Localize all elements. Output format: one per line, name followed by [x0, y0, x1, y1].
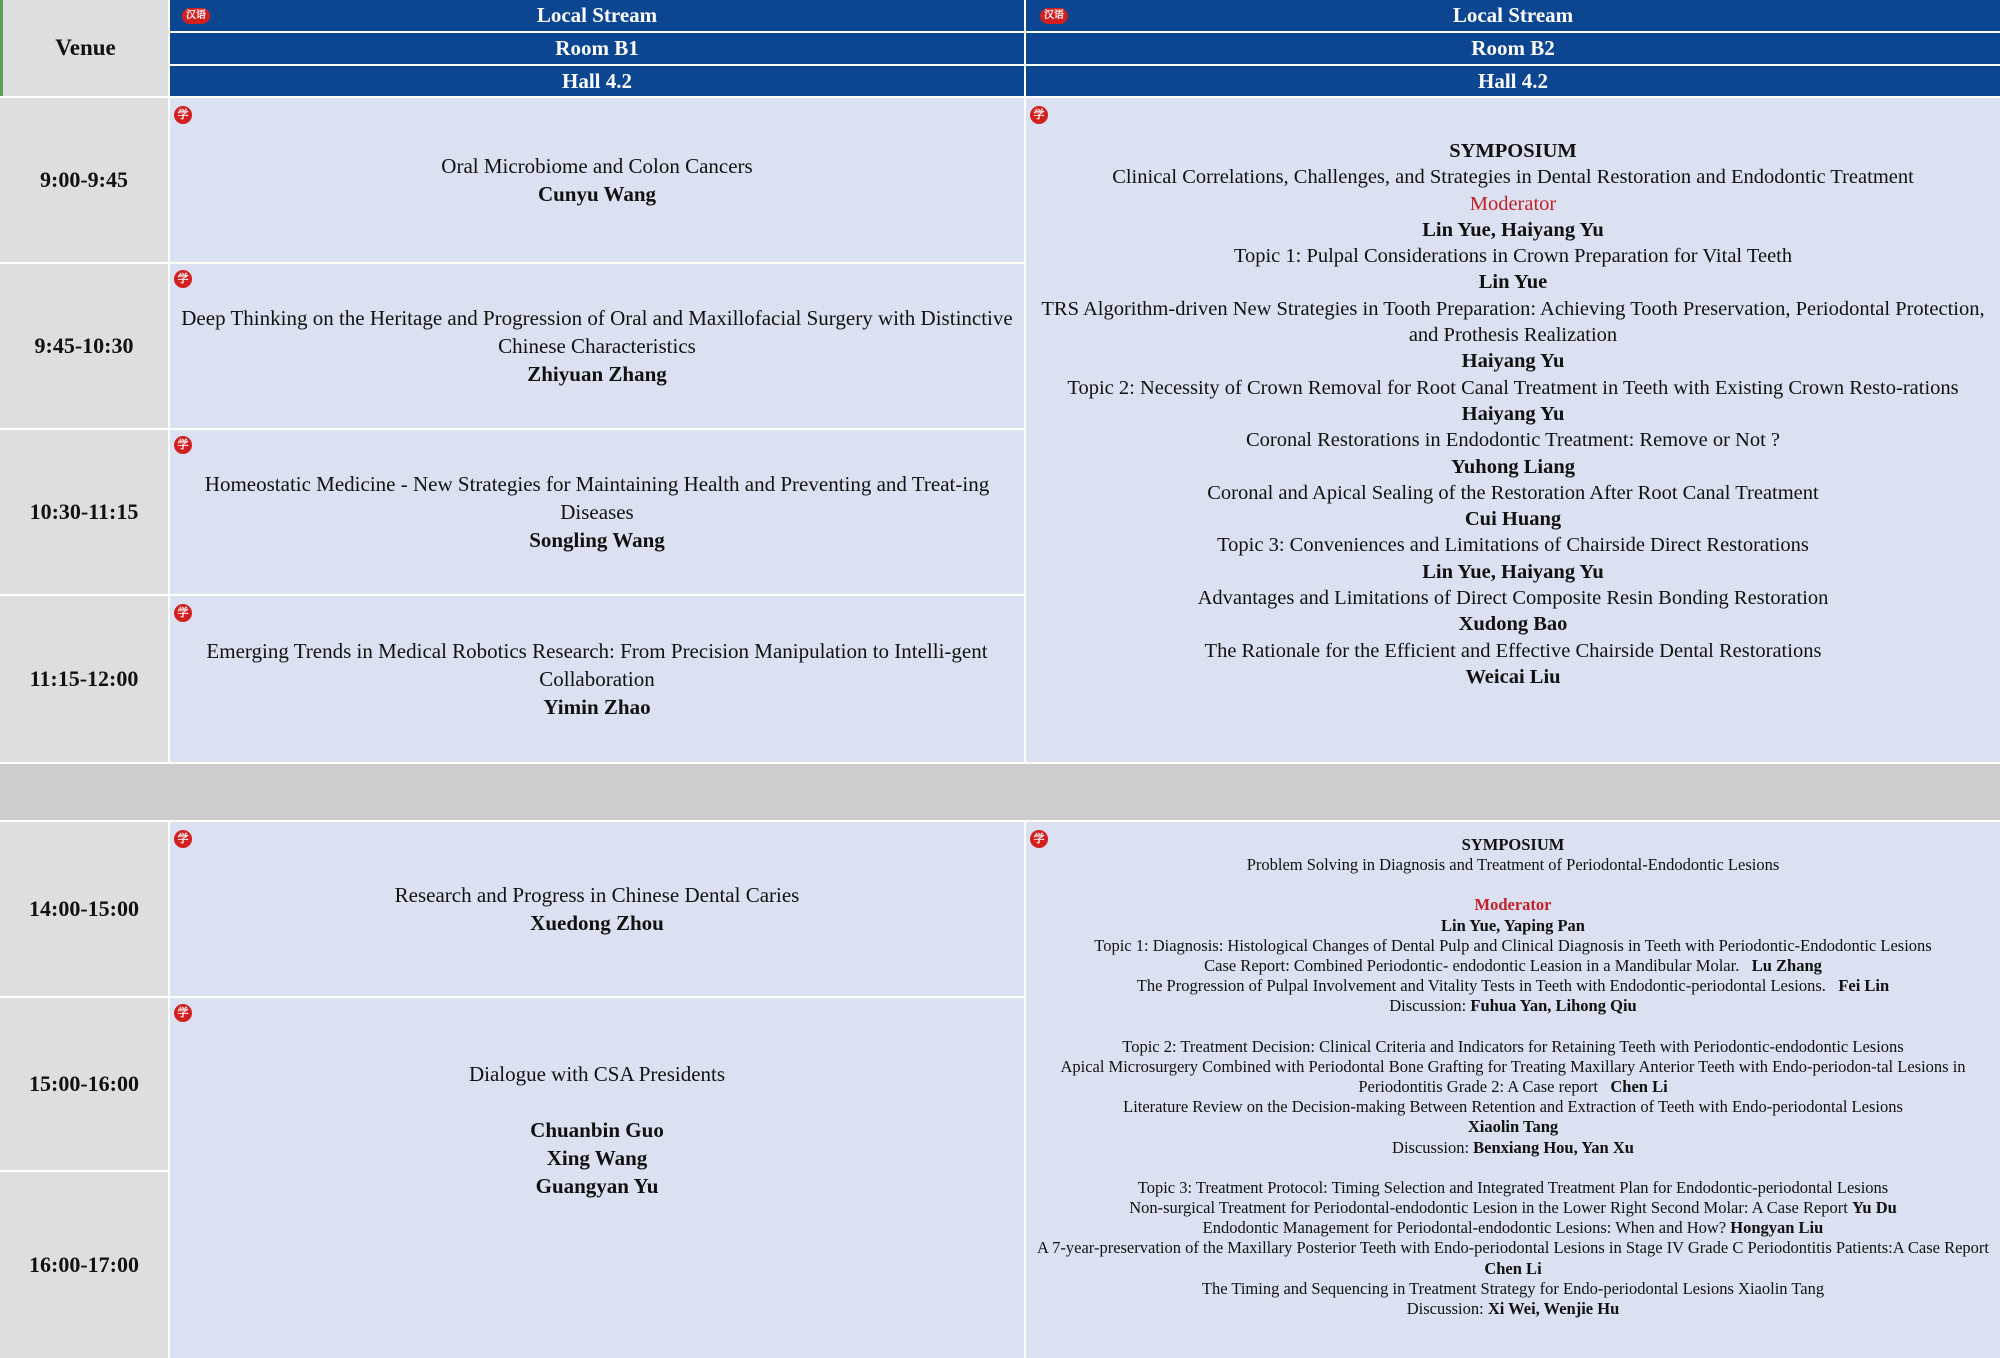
talk-line: The Timing and Sequencing in Treatment Strategy for Endo-periodontal Lesions Xiaolin Tang — [1201, 1278, 1825, 1298]
symposium-title: Problem Solving in Diagnosis and Treatment of Periodontal-Endodontic Lesions — [1246, 855, 1780, 875]
academic-badge-icon: 学 — [174, 436, 192, 454]
time-slot: 11:15-12:00 — [0, 596, 168, 762]
moderator-names: Lin Yue, Haiyang Yu — [1422, 218, 1604, 241]
talk-line: Coronal Restorations in Endodontic Treatment: Remove or Not ? — [1245, 429, 1781, 452]
talk-line: TRS Algorithm-driven New Strategies in Tooth Preparation: Achieving Tooth Preservation, Periodontal Protection, and Prothesis Realization — [1041, 297, 1985, 347]
hall-header-right: Hall 4.2 — [1026, 66, 2000, 96]
session-cell — [170, 98, 1024, 262]
session-cell — [170, 822, 1024, 996]
session-speaker: Xuedong Zhou — [530, 911, 664, 935]
time-slot: 10:30-11:15 — [0, 430, 168, 594]
session-speaker: Zhiyuan Zhang — [527, 362, 667, 386]
talk-line: Advantages and Limitations of Direct Composite Resin Bonding Restoration — [1197, 587, 1829, 610]
academic-badge-icon: 学 — [174, 604, 192, 622]
talk-speaker: Yuhong Liang — [1450, 455, 1576, 478]
stream-header-right — [1026, 0, 2000, 31]
talk-line: The Progression of Pulpal Involvement and Vitality Tests in Teeth with Endodontic-periodontal Lesions. Fei Lin — [1136, 976, 1890, 996]
session-title: Homeostatic Medicine - New Strategies for Maintaining Health and Preventing and Treat-ing Diseases — [204, 472, 990, 524]
talk-line: Topic 3: Conveniences and Limitations of Chairside Direct Restorations — [1217, 534, 1809, 557]
symposium-lines — [1032, 243, 1994, 690]
session-speaker: Xing Wang — [546, 1146, 648, 1170]
talk-line: Apical Microsurgery Combined with Periodontal Bone Grafting for Treating Maxillary Anterior Teeth with Endo-periodon-tal Lesions in Periodontitis Grade 2: A Case report Chen Li — [1060, 1056, 1966, 1097]
session-cell — [170, 596, 1024, 762]
session-title: Oral Microbiome and Colon Cancers — [441, 154, 753, 178]
talk-line: Non-surgical Treatment for Periodontal-endodontic Lesion in the Lower Right Second Molar: A Case Report Yu Du — [1129, 1198, 1897, 1218]
session-title: Research and Progress in Chinese Dental Caries — [394, 883, 800, 907]
talk-speaker: Haiyang Yu — [1461, 402, 1565, 425]
session-cell — [170, 998, 1024, 1358]
session-title: Emerging Trends in Medical Robotics Research: From Precision Manipulation to Intelli-gent Collaboration — [206, 639, 988, 691]
talk-line: Case Report: Combined Periodontic- endodontic Leasion in a Mandibular Molar. Lu Zhang — [1204, 956, 1822, 976]
stream-label-left: Local Stream — [536, 3, 658, 27]
academic-badge-icon: 学 — [174, 270, 192, 288]
talk-line: Topic 2: Necessity of Crown Removal for Root Canal Treatment in Teeth with Existing Crown Resto-rations — [1067, 376, 1959, 399]
moderator-names: Lin Yue, Yaping Pan — [1441, 915, 1585, 935]
stream-header-left — [170, 0, 1024, 31]
academic-badge-icon: 学 — [174, 106, 192, 124]
stream-label-right: Local Stream — [1452, 3, 1574, 27]
talk-speaker: Chen Li — [1610, 1077, 1668, 1097]
talk-speaker: Hongyan Liu — [1730, 1218, 1824, 1238]
hall-header-left: Hall 4.2 — [170, 66, 1024, 96]
talk-line: The Rationale for the Efficient and Effective Chairside Dental Restorations — [1204, 639, 1822, 662]
discussion-line: Discussion: Benxiang Hou, Yan Xu — [1392, 1137, 1634, 1157]
lunch-break-bar — [0, 764, 2000, 820]
session-speaker: Cunyu Wang — [537, 182, 657, 206]
discussion-line: Discussion: Xi Wei, Wenjie Hu — [1406, 1299, 1620, 1319]
time-slot: 9:45-10:30 — [0, 264, 168, 428]
talk-speaker: Chen Li — [1484, 1258, 1542, 1278]
session-title: Deep Thinking on the Heritage and Progression of Oral and Maxillofacial Surgery with Distinctive Chinese Characteristics — [181, 306, 1013, 358]
time-slot: 9:00-9:45 — [0, 98, 168, 262]
symposium-cell-am — [1026, 98, 2000, 762]
time-slot: 15:00-16:00 — [0, 998, 168, 1170]
session-title: Dialogue with CSA Presidents — [468, 1062, 726, 1086]
talk-speaker: Weicai Liu — [1465, 665, 1561, 688]
symposium-cell-pm — [1026, 822, 2000, 1358]
talk-speaker: Xudong Bao — [1458, 613, 1568, 636]
talk-speaker: Lu Zhang — [1751, 956, 1822, 976]
session-speaker: Songling Wang — [529, 528, 665, 552]
discussion-line: Discussion: Fuhua Yan, Lihong Qiu — [1389, 996, 1637, 1016]
topic-heading: Topic 1: Diagnosis: Histological Changes of Dental Pulp and Clinical Diagnosis in Teeth with Periodontic-Endodontic Lesions — [1094, 935, 1932, 955]
language-badge-right: 汉语 — [1040, 8, 1068, 24]
session-speaker: Chuanbin Guo — [530, 1118, 664, 1142]
academic-badge-icon: 学 — [174, 1004, 192, 1022]
talk-line: Endodontic Management for Periodontal-endodontic Lesions: When and How? Hongyan Liu — [1202, 1218, 1824, 1238]
academic-badge-icon: 学 — [174, 830, 192, 848]
session-speaker: Yimin Zhao — [543, 695, 651, 719]
time-slot: 16:00-17:00 — [0, 1172, 168, 1358]
talk-line: A 7-year-preservation of the Maxillary Posterior Teeth with Endo-periodontal Lesions in Stage IV Grade C Periodontitis Patients:A Case Report Chen Li — [1037, 1238, 1989, 1278]
session-speaker: Guangyan Yu — [535, 1174, 659, 1198]
talk-speaker: Haiyang Yu — [1461, 350, 1565, 373]
symposium-title: Clinical Correlations, Challenges, and Strategies in Dental Restoration and Endodontic Treatment — [1112, 166, 1914, 189]
talk-speaker: Fei Lin — [1838, 976, 1890, 996]
venue-label: Venue — [0, 0, 168, 96]
topic-heading: Topic 2: Treatment Decision: Clinical Criteria and Indicators for Retaining Teeth with Periodontic-endodontic Lesions — [1122, 1036, 1904, 1056]
moderator-label: Moderator — [1469, 192, 1557, 215]
talk-line: Topic 1: Pulpal Considerations in Crown Preparation for Vital Teeth — [1233, 245, 1793, 268]
session-cell — [170, 264, 1024, 428]
time-slot: 14:00-15:00 — [0, 822, 168, 996]
talk-speaker: Cui Huang — [1464, 508, 1562, 531]
academic-badge-icon: 学 — [1030, 106, 1048, 124]
academic-badge-icon: 学 — [1030, 830, 1048, 848]
talk-speaker: Yu Du — [1852, 1198, 1897, 1218]
session-cell — [170, 430, 1024, 594]
room-header-left: Room B1 — [170, 33, 1024, 64]
symposium-heading: SYMPOSIUM — [1461, 835, 1565, 854]
talk-speaker: Lin Yue — [1478, 271, 1548, 294]
topic-heading: Topic 3: Treatment Protocol: Timing Selection and Integrated Treatment Plan for Endodontic-periodontal Lesions — [1137, 1177, 1889, 1197]
talk-speaker: Xiaolin Tang — [1467, 1117, 1559, 1137]
talk-line: Literature Review on the Decision-making Between Retention and Extraction of Teeth with Endo-periodontal Lesions — [1123, 1097, 1903, 1117]
symposium-heading: SYMPOSIUM — [1449, 140, 1577, 162]
talk-line: Coronal and Apical Sealing of the Restoration After Root Canal Treatment — [1207, 481, 1819, 504]
moderator-label: Moderator — [1474, 895, 1552, 915]
room-header-right: Room B2 — [1026, 33, 2000, 64]
language-badge-left: 汉语 — [182, 8, 210, 24]
talk-speaker: Lin Yue, Haiyang Yu — [1422, 560, 1604, 583]
